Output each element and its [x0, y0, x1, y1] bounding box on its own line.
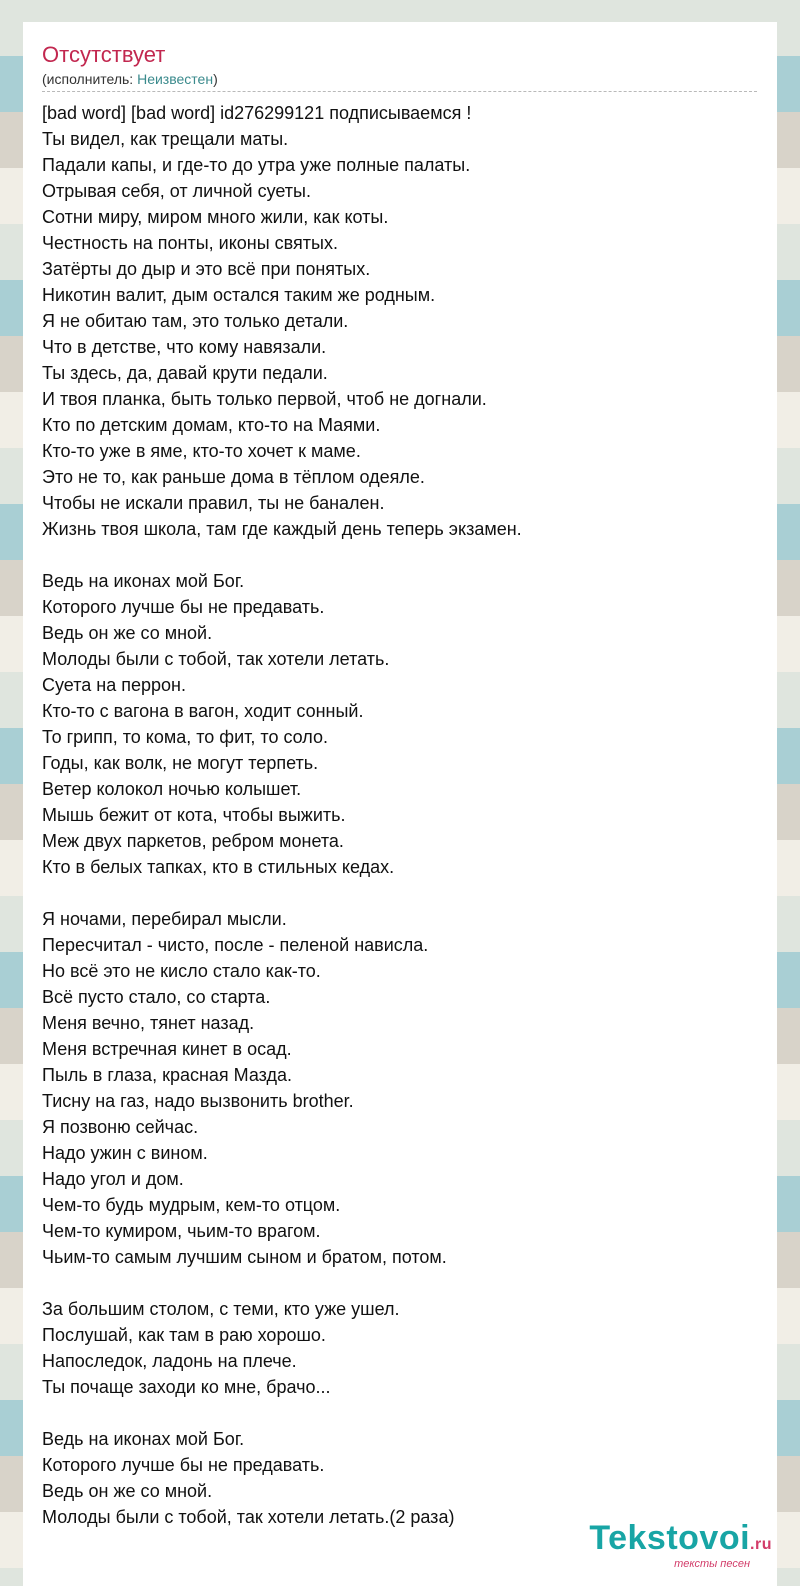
lyric-line: Ведь на иконах мой Бог. [42, 1429, 245, 1449]
lyric-line: Кто в белых тапках, кто в стильных кедах. [42, 857, 395, 877]
lyric-line: Меж двух паркетов, ребром монета. [42, 831, 344, 851]
lyric-line: То грипп, то кома, то фит, то соло. [42, 727, 329, 747]
lyric-line: Молоды были с тобой, так хотели летать. [42, 649, 390, 669]
stanza-break [42, 1270, 757, 1296]
lyric-line: Меня встречная кинет в осад. [42, 1039, 292, 1059]
lyric-line: Ты здесь, да, давай крути педали. [42, 363, 328, 383]
lyric-line: Кто-то уже в яме, кто-то хочет к маме. [42, 441, 361, 461]
lyric-line: Но всё это не кисло стало как-то. [42, 961, 321, 981]
lyric-line: Надо ужин с вином. [42, 1143, 208, 1163]
lyric-line: Молоды были с тобой, так хотели летать.(2 раза) [42, 1507, 455, 1527]
lyric-line: Которого лучше бы не предавать. [42, 1455, 325, 1475]
logo-name: Tekstovoi [589, 1519, 751, 1557]
lyric-line: Падали капы, и где-то до утра уже полные палаты. [42, 155, 471, 175]
lyrics-card [23, 22, 777, 1586]
lyric-line: Я ночами, перебирал мысли. [42, 909, 287, 929]
stanza-break [42, 542, 757, 568]
logo-tagline: тексты песен [674, 1558, 750, 1570]
lyric-line: Честность на понты, иконы святых. [42, 233, 338, 253]
lyric-line: Кто по детским домам, кто-то на Маями. [42, 415, 381, 435]
lyric-line: И твоя планка, быть только первой, чтоб не догнали. [42, 389, 487, 409]
lyric-line: Ведь он же со мной. [42, 623, 213, 643]
lyric-line: Годы, как волк, не могут терпеть. [42, 753, 319, 773]
lyric-line: Послушай, как там в раю хорошо. [42, 1325, 326, 1345]
lyric-line: Напоследок, ладонь на плече. [42, 1351, 297, 1371]
lyric-line: За большим столом, с теми, кто уже ушел. [42, 1299, 400, 1319]
lyric-line: Это не то, как раньше дома в тёплом одеяле. [42, 467, 425, 487]
lyric-line: Чтобы не искали правил, ты не банален. [42, 493, 385, 513]
lyric-line: Ветер колокол ночью колышет. [42, 779, 302, 799]
song-title: Отсутствует [42, 42, 166, 67]
performer-suffix: ) [213, 71, 218, 87]
lyric-line: [bad word] [bad word] id276299121 подписываемся ! [42, 103, 472, 123]
dashed-divider [42, 91, 757, 92]
lyric-line: Тисну на газ, надо вызвонить brother. [42, 1091, 354, 1111]
lyric-line: Жизнь твоя школа, там где каждый день теперь экзамен. [42, 519, 522, 539]
performer-line [42, 70, 757, 88]
lyric-line: Чем-то будь мудрым, кем-то отцом. [42, 1195, 341, 1215]
site-logo[interactable] [589, 1521, 772, 1570]
lyric-line: Пыль в глаза, красная Мазда. [42, 1065, 293, 1085]
logo-wordmark [589, 1521, 772, 1562]
lyrics-text [42, 100, 757, 1530]
lyric-line: Кто-то с вагона в вагон, ходит сонный. [42, 701, 364, 721]
lyric-line: Мышь бежит от кота, чтобы выжить. [42, 805, 346, 825]
lyric-line: Которого лучше бы не предавать. [42, 597, 325, 617]
lyric-line: Суета на перрон. [42, 675, 186, 695]
lyric-line: Никотин валит, дым остался таким же родным. [42, 285, 436, 305]
lyric-line: Меня вечно, тянет назад. [42, 1013, 255, 1033]
lyric-line: Я не обитаю там, это только детали. [42, 311, 349, 331]
lyric-line: Надо угол и дом. [42, 1169, 184, 1189]
lyric-line: Отрывая себя, от личной суеты. [42, 181, 311, 201]
lyric-line: Что в детстве, что кому навязали. [42, 337, 327, 357]
lyric-line: Чем-то кумиром, чьим-то врагом. [42, 1221, 321, 1241]
lyric-line: Всё пусто стало, со старта. [42, 987, 271, 1007]
stanza-break [42, 880, 757, 906]
performer-link[interactable]: Неизвестен [137, 71, 214, 87]
lyric-line: Сотни миру, миром много жили, как коты. [42, 207, 389, 227]
lyric-line: Пересчитал - чисто, после - пеленой нависла. [42, 935, 429, 955]
lyric-line: Ты почаще заходи ко мне, брачо... [42, 1377, 331, 1397]
logo-tld: .ru [750, 1536, 772, 1553]
lyric-line: Ведь на иконах мой Бог. [42, 571, 245, 591]
lyric-line: Я позвоню сейчас. [42, 1117, 199, 1137]
lyric-line: Ты видел, как трещали маты. [42, 129, 289, 149]
lyric-line: Чьим-то самым лучшим сыном и братом, потом. [42, 1247, 447, 1267]
performer-prefix: (исполнитель: [42, 71, 138, 87]
lyric-line: Ведь он же со мной. [42, 1481, 213, 1501]
stanza-break [42, 1400, 757, 1426]
lyric-line: Затёрты до дыр и это всё при понятых. [42, 259, 371, 279]
